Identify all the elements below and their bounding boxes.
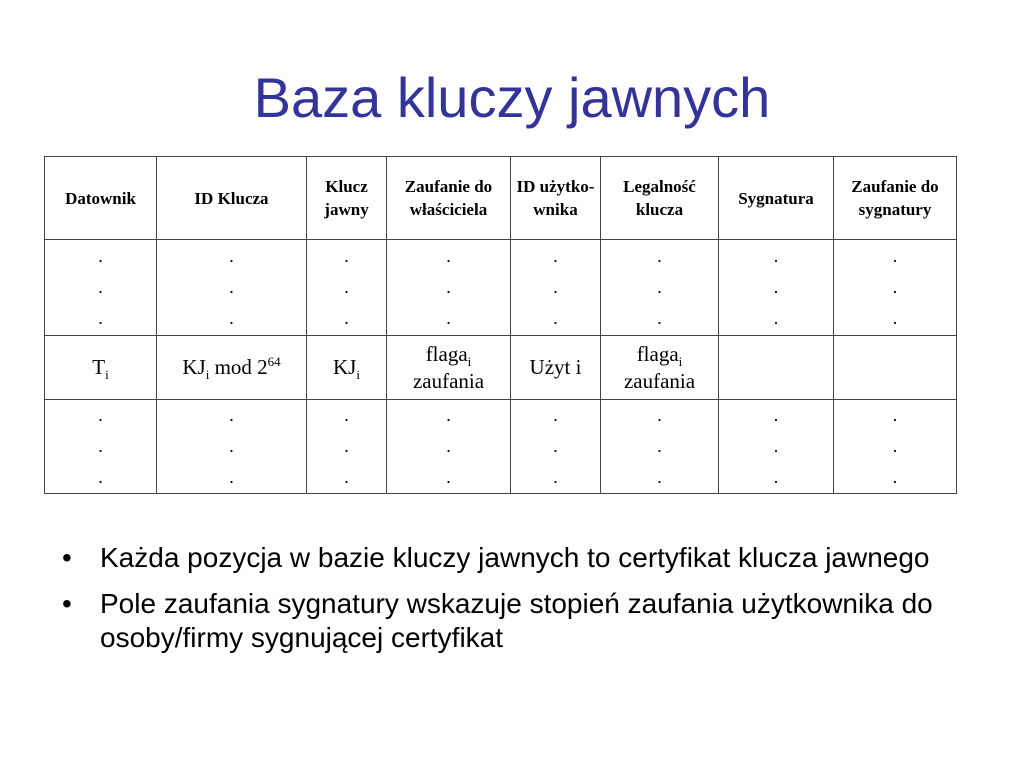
bullet-text: Każda pozycja w bazie kluczy jawnych to certyfikat klucza jawnego <box>100 542 930 573</box>
header-zaufanie-do-wlasciciela: Zaufanie do właściciela <box>387 157 511 240</box>
dot: . <box>553 277 558 297</box>
dot: . <box>229 277 234 297</box>
dot: . <box>98 308 103 328</box>
dot: . <box>553 436 558 456</box>
dot: . <box>553 246 558 266</box>
ellipsis-cell <box>307 400 387 494</box>
header-id-klucza: ID Klucza <box>157 157 307 240</box>
bullet-list <box>62 541 962 667</box>
dot: . <box>553 308 558 328</box>
ellipsis-cell <box>719 400 834 494</box>
dot: . <box>892 467 898 487</box>
dot: . <box>344 246 349 266</box>
dot: . <box>446 308 451 328</box>
dot: . <box>892 277 898 297</box>
header-datownik: Datownik <box>45 157 157 240</box>
ellipsis-cell <box>45 400 157 494</box>
key-id-sup: 64 <box>267 354 281 369</box>
key-legitimacy-line2: zaufania <box>623 368 696 393</box>
timestamp-sub: i <box>105 367 109 383</box>
owner-trust-sub: i <box>467 353 472 369</box>
bullet-item <box>62 587 962 655</box>
owner-trust-line2: zaufania <box>412 368 485 393</box>
ellipsis-cell <box>834 400 957 494</box>
owner-trust-base: flaga <box>425 341 468 366</box>
dot: . <box>229 467 234 487</box>
dot: . <box>98 436 103 456</box>
ellipsis-cell <box>834 240 957 336</box>
bullet-icon: • <box>62 542 72 573</box>
dot: . <box>657 405 662 425</box>
table-header-row <box>45 157 957 240</box>
dot: . <box>229 246 234 266</box>
dot: . <box>892 308 898 328</box>
dot: . <box>229 308 234 328</box>
dot: . <box>657 246 662 266</box>
key-legitimacy-base: flaga <box>636 341 679 366</box>
cell-public-key <box>307 336 387 400</box>
public-key-table <box>44 156 957 494</box>
cell-signature <box>719 336 834 400</box>
cell-key-id <box>157 336 307 400</box>
cell-user-id: Użyt i <box>511 336 601 400</box>
dot: . <box>98 467 103 487</box>
dot: . <box>344 308 349 328</box>
dot: . <box>773 436 779 456</box>
dot: . <box>229 436 234 456</box>
dot: . <box>657 436 662 456</box>
key-id-sub: i <box>205 367 210 383</box>
dot: . <box>773 405 779 425</box>
dot: . <box>344 277 349 297</box>
slide-title: Baza kluczy jawnych <box>253 66 771 129</box>
dot: . <box>657 277 662 297</box>
dot: . <box>773 277 779 297</box>
key-id-mid: mod 2 <box>209 355 268 379</box>
bullet-icon: • <box>62 588 72 619</box>
dot: . <box>553 405 558 425</box>
ellipsis-cell <box>157 400 307 494</box>
dot: . <box>773 246 779 266</box>
ellipsis-row-bottom <box>45 400 957 494</box>
dot: . <box>344 436 349 456</box>
dot: . <box>892 246 898 266</box>
header-sygnatura: Sygnatura <box>719 157 834 240</box>
cell-key-legitimacy <box>601 336 719 400</box>
header-klucz-jawny: Klucz jawny <box>307 157 387 240</box>
dot: . <box>892 436 898 456</box>
dot: . <box>892 405 898 425</box>
ellipsis-cell <box>45 240 157 336</box>
ellipsis-cell <box>511 240 601 336</box>
ellipsis-cell <box>601 400 719 494</box>
dot: . <box>773 308 779 328</box>
ellipsis-cell <box>157 240 307 336</box>
ellipsis-cell <box>511 400 601 494</box>
dot: . <box>446 436 451 456</box>
dot: . <box>553 467 558 487</box>
key-id-base: KJ <box>182 355 206 379</box>
header-zaufanie-do-sygnatury: Zaufanie do sygnatury <box>834 157 957 240</box>
ellipsis-cell <box>387 400 511 494</box>
table-row-entry-i <box>45 336 957 400</box>
dot: . <box>446 277 451 297</box>
ellipsis-cell <box>307 240 387 336</box>
dot: . <box>344 467 349 487</box>
ellipsis-row-top <box>45 240 957 336</box>
dot: . <box>98 405 103 425</box>
dot: . <box>657 308 662 328</box>
dot: . <box>344 405 349 425</box>
dot: . <box>446 405 451 425</box>
cell-owner-trust <box>387 336 511 400</box>
ellipsis-cell <box>719 240 834 336</box>
public-key-sub: i <box>356 367 360 383</box>
ellipsis-cell <box>601 240 719 336</box>
cell-timestamp <box>45 336 157 400</box>
timestamp-base: T <box>92 355 106 379</box>
header-legalnosc-klucza: Legalność klucza <box>601 157 719 240</box>
key-legitimacy-sub: i <box>678 353 683 369</box>
cell-signature-trust <box>834 336 957 400</box>
dot: . <box>446 246 451 266</box>
bullet-text: Pole zaufania sygnatury wskazuje stopień zaufania użytkownika do osoby/firmy sygnującej certyfikat <box>100 588 933 653</box>
dot: . <box>773 467 779 487</box>
header-id-uzytkownika: ID użytko-wnika <box>511 157 601 240</box>
ellipsis-cell <box>387 240 511 336</box>
bullet-item <box>62 541 962 575</box>
dot: . <box>657 467 662 487</box>
dot: . <box>98 246 103 266</box>
dot: . <box>446 467 451 487</box>
public-key-base: KJ <box>333 355 357 379</box>
dot: . <box>229 405 234 425</box>
dot: . <box>98 277 103 297</box>
